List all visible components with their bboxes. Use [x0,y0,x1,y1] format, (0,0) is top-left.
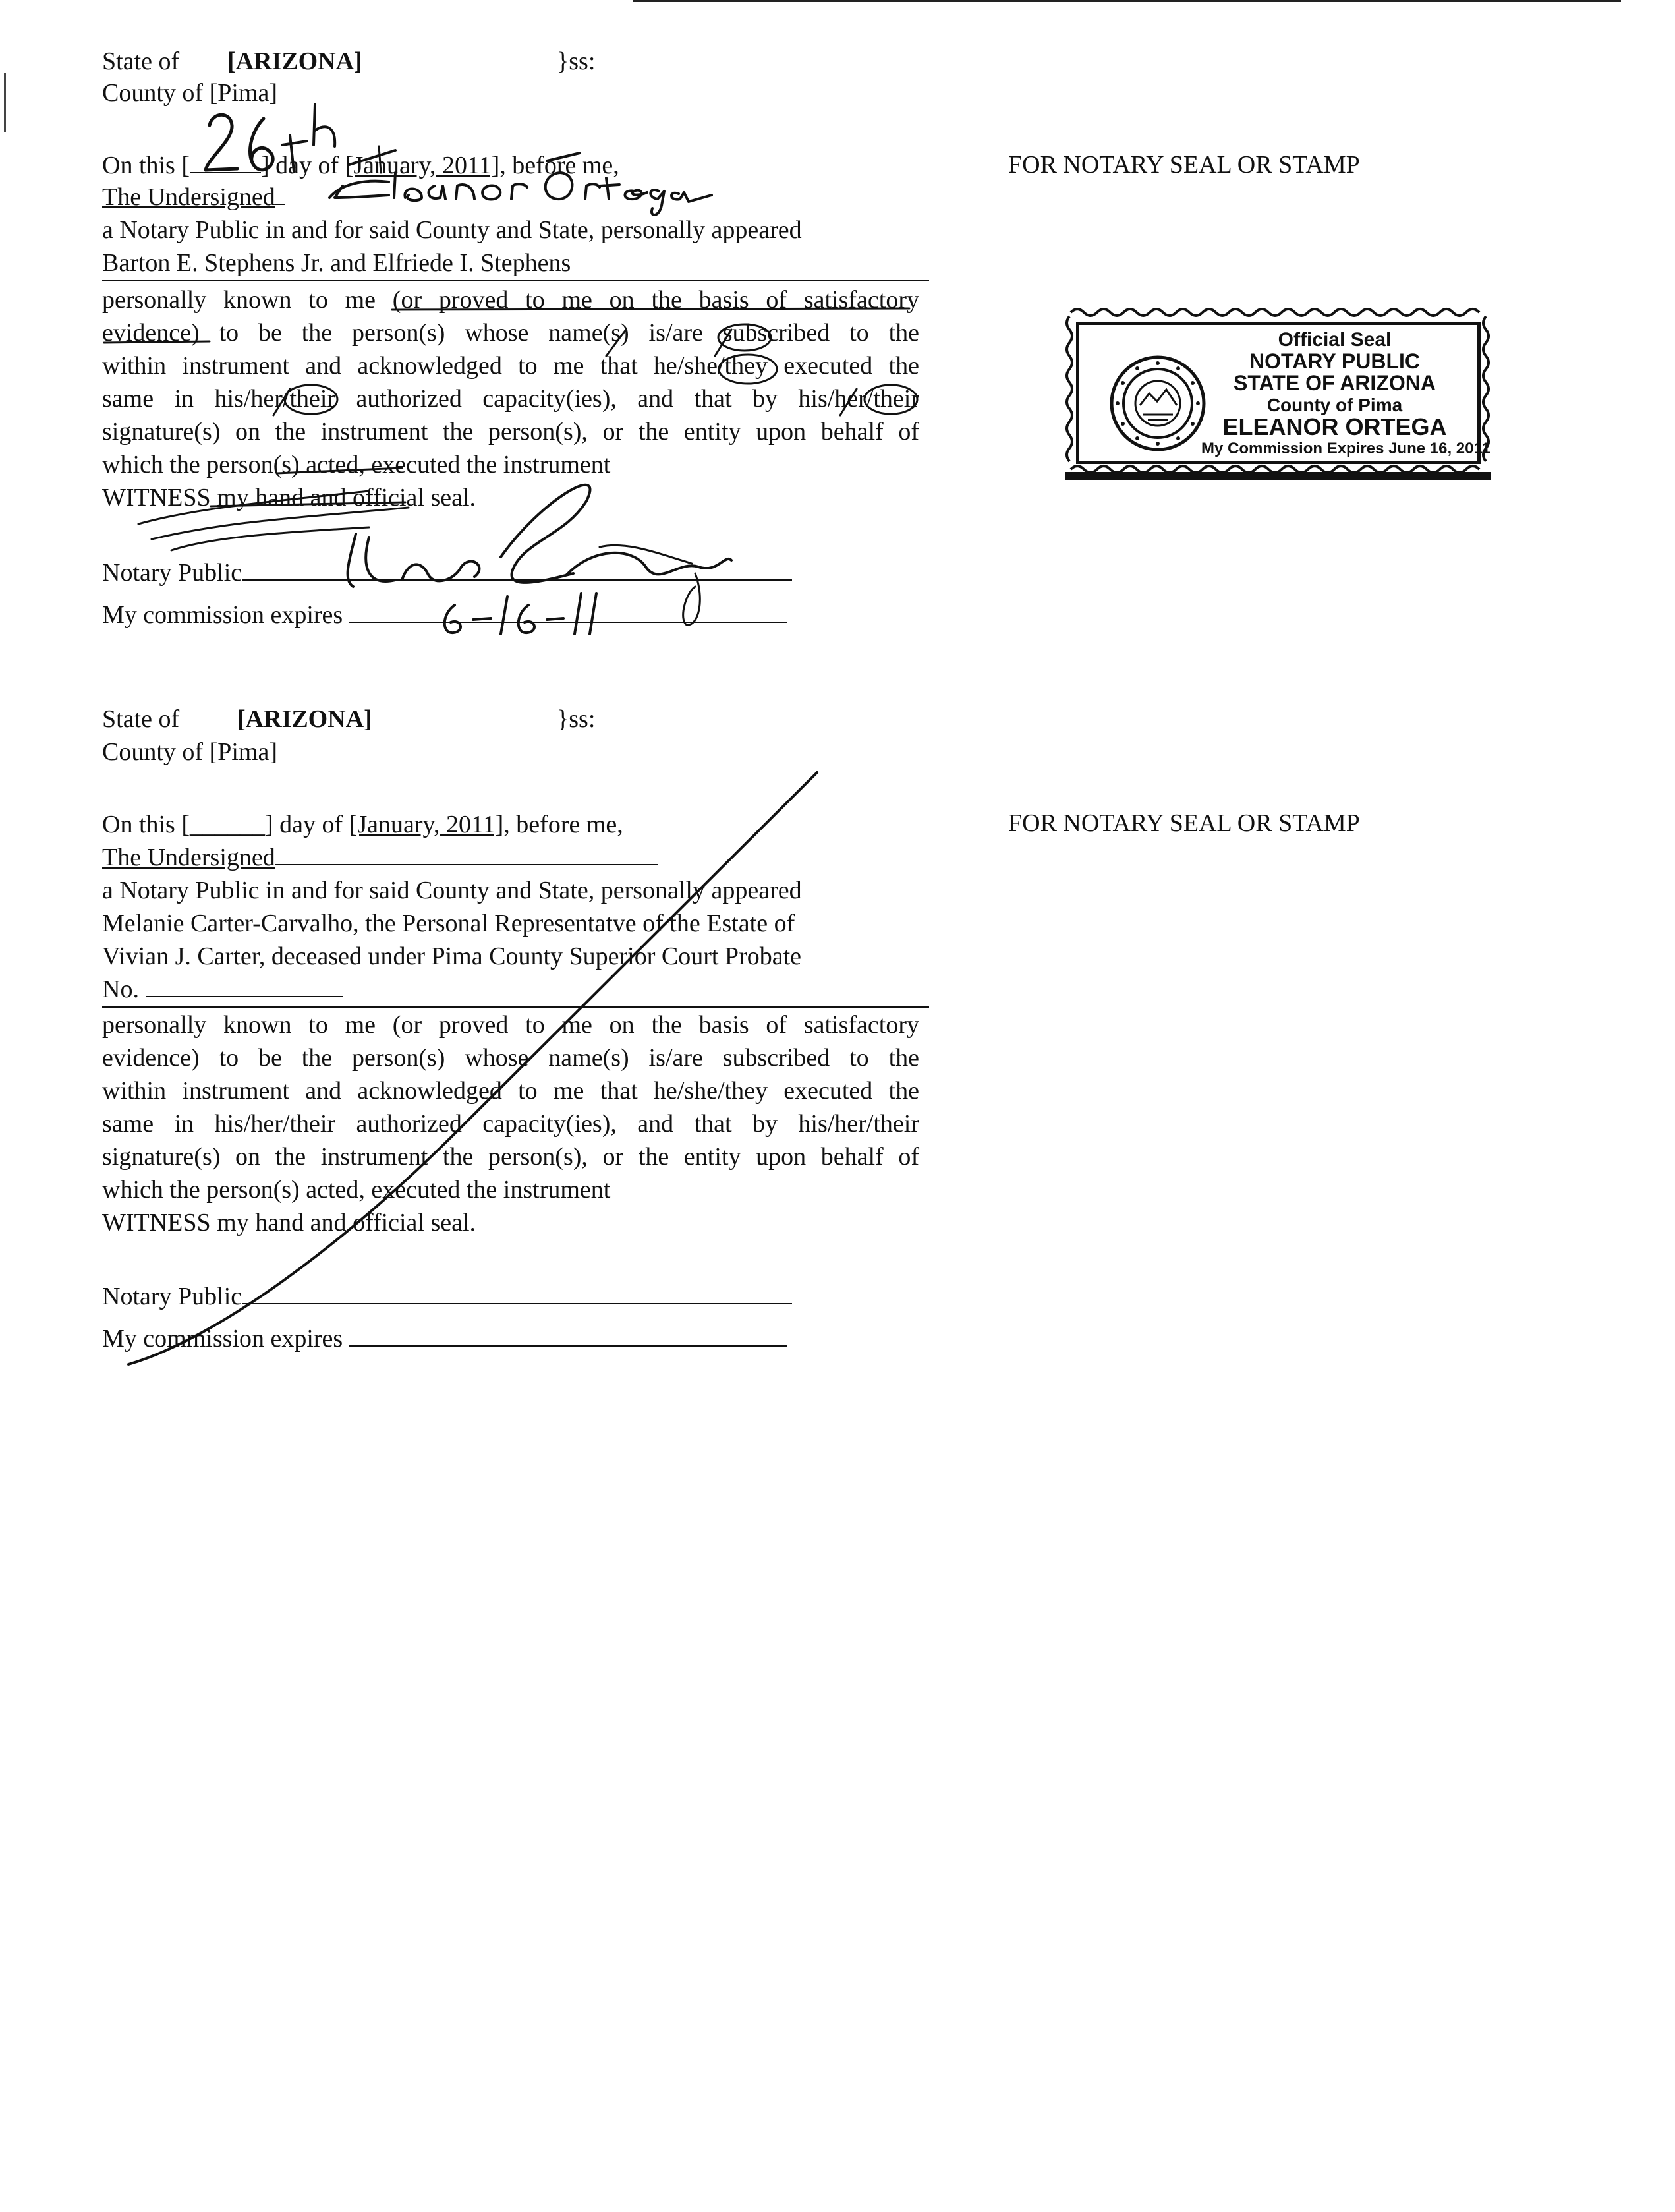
scan-edge-mark [4,73,6,132]
para-2-line-5: signature(s) on the instrument the person(s), or the entity upon behalf of [102,1143,919,1171]
stamp-text [1201,329,1490,459]
stamp-line-state: STATE OF ARIZONA [1234,371,1436,395]
notary-public-line-1 [102,558,792,588]
page-top-edge [633,0,1621,2]
stamp-line-notary-public: NOTARY PUBLIC [1249,349,1420,373]
stamp-line-name: ELEANOR ORTEGA [1222,413,1447,440]
probate-underline [102,1006,929,1008]
before-me-text: , before me, [499,152,619,179]
probate-number-blank [146,996,343,997]
appeared-names-1: Barton E. Stephens Jr. and Elfriede I. Stephens [102,249,571,277]
stamp-line-county: County of Pima [1266,395,1403,415]
commission-line-2: My commission expires [102,1324,787,1354]
seal-label-1: FOR NOTARY SEAL OR STAMP [1008,151,1360,179]
county-label: County of [102,79,204,107]
seal-label-2: FOR NOTARY SEAL OR STAMP [1008,809,1360,837]
day-blank [190,172,261,173]
para-1-line-2: evidence) to be the person(s) whose name(s) is/are subscribed to the [102,319,919,347]
state-line-1 [102,46,596,76]
notary-public-label: Notary Public [102,559,242,587]
on-this-line-2: On this [______] day of [January, 2011], before me, [102,811,623,838]
commission-blank [349,622,787,623]
appeared-line-2b: Vivian J. Carter, deceased under Pima County Superior Court Probate [102,943,802,970]
month-year: [January, 2011] [345,152,500,179]
state-value: [ARIZONA] [227,47,362,75]
notary-public-line-2: Notary Public [102,1281,792,1312]
para-1-line-6: which the person(s) acted, executed the instrument [102,451,611,479]
day-of-text: ] day of [261,152,345,179]
para-2-line-2: evidence) to be the person(s) whose name(s) is/are subscribed to the [102,1044,919,1072]
on-this-text: On this [ [102,152,190,179]
commission-line-1 [102,600,787,630]
para-2-line-3: within instrument and acknowledged to me that he/she/they executed the [102,1077,919,1105]
county-line-2: County of [Pima] [102,738,277,766]
arizona-seal-icon [1108,354,1207,453]
witness-line-2: WITNESS my hand and official seal. [102,1209,476,1237]
names-underline [102,280,929,281]
appeared-line-2c: No. [102,974,343,1004]
stamp-line-official-seal: Official Seal [1278,329,1392,351]
county-line-1 [102,78,277,108]
para-2-line-4: same in his/her/their authorized capacity(ies), and that by his/her/their [102,1110,919,1138]
stamp-frame [1076,322,1490,464]
stamp-line-expires: My Commission Expires June 16, 2011 [1201,440,1490,457]
para-2-line-1: personally known to me (or proved to me on the basis of satisfactory [102,1011,919,1039]
para-1-line-1: personally known to me (or proved to me on the basis of satisfactory [102,286,919,314]
signature-line [242,579,792,581]
para-1-line-5: signature(s) on the instrument the person(s), or the entity upon behalf of [102,418,919,446]
para-2-line-6: which the person(s) acted, executed the instrument [102,1176,611,1204]
notary-stamp [1064,303,1492,481]
witness-line-1: WITNESS my hand and official seal. [102,484,476,511]
state-label: State of [102,47,180,75]
on-this-line-1 [102,150,619,181]
appeared-intro-2: a Notary Public in and for said County and State, personally appeared [102,877,802,904]
undersigned-text: The Undersigned [102,183,275,211]
commission-label: My commission expires [102,601,343,629]
para-1-line-3: within instrument and acknowledged to me that he/she/they executed the [102,352,919,380]
appeared-line-2a: Melanie Carter-Carvalho, the Personal Representatve of the Estate of [102,910,795,937]
para-1-line-4: same in his/her/their authorized capacity(ies), and that by his/her/their [102,385,919,413]
county-value: [Pima] [209,79,277,107]
undersigned-line-1 [102,182,285,212]
undersigned-line-2: The Undersigned [102,842,658,873]
state-line-2: State of [ARIZONA] }ss: [102,705,596,733]
appeared-intro-1: a Notary Public in and for said County and State, personally appeared [102,216,802,244]
ss-marker: }ss: [557,47,596,75]
